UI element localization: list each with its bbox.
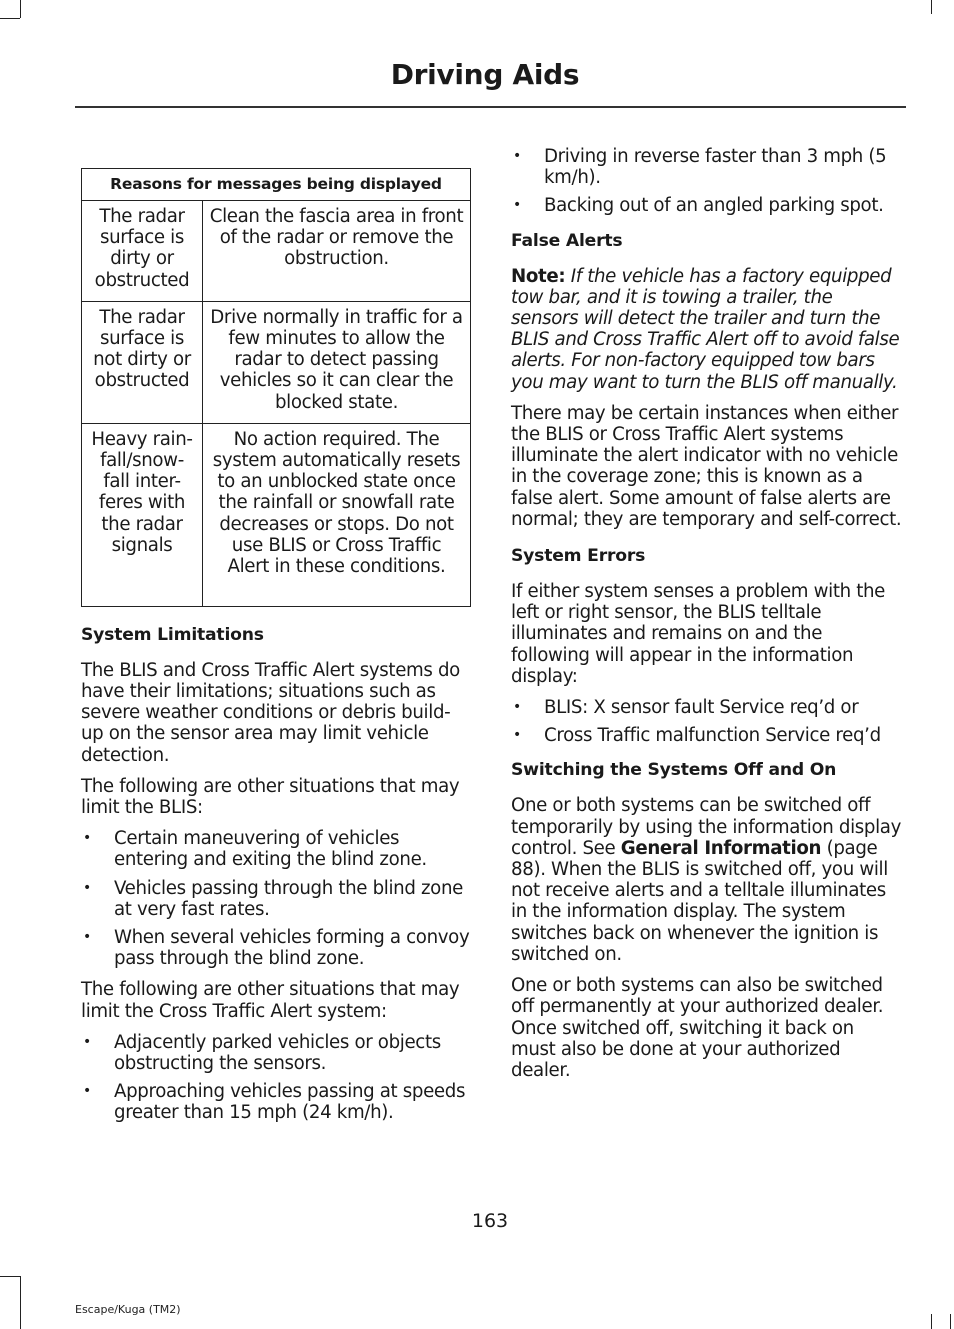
crop-mark xyxy=(931,0,932,14)
section-heading-false-alerts: False Alerts xyxy=(511,230,623,251)
section-heading-system-limitations: System Limitations xyxy=(81,624,264,645)
bullet-icon: • xyxy=(83,1083,91,1100)
bullet-icon: • xyxy=(513,727,521,744)
bullet-list xyxy=(511,146,903,217)
list-item xyxy=(511,146,903,188)
table-cell-action: Drive normally in traffic for a few minutes to allow the radar to detect passing vehicles so it can clear the blocked state. xyxy=(203,301,471,423)
paragraph: The following are other situations that may limit the Cross Traffic Alert system: xyxy=(81,979,460,1022)
bullet-icon: • xyxy=(83,830,91,847)
table-cell-cause: The radar surface is not dirty or obstructed xyxy=(82,301,203,423)
note-label: Note: xyxy=(511,265,566,287)
list-item-text: BLIS: X sensor fault Service req’d or xyxy=(544,697,859,719)
list-item xyxy=(81,878,471,920)
bullet-icon: • xyxy=(513,148,521,164)
paragraph: There may be certain instances when either the BLIS or Cross Traffic Alert systems illuminate the alert indicator with no vehicle in the coverage zone; this is known as a false alert. Some amount of false alerts are normal; they are temporary and self-correct. xyxy=(511,402,902,530)
crop-mark xyxy=(950,1314,951,1329)
list-item-text: Backing out of an angled parking spot. xyxy=(544,195,884,217)
bullet-icon: • xyxy=(83,1033,91,1050)
page-number: 163 xyxy=(471,1210,509,1232)
paragraph: One or both systems can also be switched off permanently at your authorized dealer. Once switched off, switching it back on must also be done at your authorized dealer. xyxy=(511,975,884,1081)
bullet-icon: • xyxy=(83,879,91,896)
bullet-list xyxy=(81,828,471,969)
list-item xyxy=(81,927,471,969)
paragraph: If either system senses a problem with the left or right sensor, the BLIS telltale illuminates and remains on and the following will appear in the information display: xyxy=(511,581,886,687)
table-cell-action: Clean the fascia area in front of the radar or remove the obstruction. xyxy=(203,201,471,302)
reasons-table xyxy=(81,168,471,607)
section-heading-switching: Switching the Systems Off and On xyxy=(511,760,837,781)
paragraph xyxy=(511,795,903,965)
cross-reference-link[interactable]: General Information xyxy=(620,837,822,859)
list-item-text: Vehicles passing through the blind zone at very fast rates. xyxy=(114,877,463,920)
table-header: Reasons for messages being displayed xyxy=(82,169,471,201)
table-cell-cause: The radar surface is dirty or obstructed xyxy=(82,201,203,302)
list-item-text: Certain maneuvering of vehicles entering and exiting the blind zone. xyxy=(114,828,427,871)
left-column xyxy=(81,168,471,1134)
crop-mark xyxy=(0,1276,20,1277)
table-cell-action: No action required. The system automatically resets to an unblocked state once the rainfall or snowfall rate decreases or stops. Do not use BLIS or Cross Traffic Alert in these conditions. xyxy=(203,423,471,606)
section-heading-system-errors: System Errors xyxy=(511,546,646,567)
list-item-text: Approaching vehicles passing at speeds greater than 15 mph (24 km/h). xyxy=(114,1081,466,1124)
header-divider xyxy=(75,106,906,108)
page-title: Driving Aids xyxy=(390,58,580,91)
crop-mark xyxy=(20,1276,21,1329)
list-item-text: Adjacently parked vehicles or objects obstructing the sensors. xyxy=(114,1031,441,1075)
paragraph-text: One or both systems can be switched off temporarily by using the information display control. See xyxy=(511,795,902,859)
note-paragraph xyxy=(511,266,903,393)
bullet-icon: • xyxy=(513,197,521,214)
crop-mark xyxy=(931,1314,932,1329)
right-column xyxy=(511,146,903,1091)
list-item-text: When several vehicles forming a convoy pass through the blind zone. xyxy=(114,927,470,970)
list-item-text: Cross Traffic malfunction Service req’d xyxy=(544,725,881,747)
footer-model: Escape/Kuga (TM2) xyxy=(75,1303,181,1316)
list-item-text: Driving in reverse faster than 3 mph (5 km/h). xyxy=(544,146,887,189)
bullet-list xyxy=(81,1032,471,1124)
table-row xyxy=(82,301,471,423)
paragraph: The following are other situations that may limit the BLIS: xyxy=(81,775,460,819)
crop-mark xyxy=(20,0,21,18)
bullet-list xyxy=(511,697,903,746)
list-item xyxy=(511,725,903,746)
bullet-icon: • xyxy=(513,699,521,716)
note-text: If the vehicle has a factory equipped tow bar, and it is towing a trailer, the sensors will detect the trailer and turn the BLIS and Cross Traffic Alert off to avoid false alerts. For non-factory equipped tow bars you may want to turn the BLIS off manually. xyxy=(511,265,900,393)
paragraph-text: (page 88). When the BLIS is switched off, you will not receive alerts and a telltale illuminates in the information display. The system switches back on whenever the ignition is switched on. xyxy=(511,837,888,965)
list-item xyxy=(511,195,903,216)
list-item xyxy=(81,828,471,870)
table-cell-cause: Heavy rain- fall/snow- fall inter- feres with the radar signals xyxy=(82,423,203,606)
paragraph: The BLIS and Cross Traffic Alert systems do have their limitations; situations such as severe weather conditions or debris build-up on the sensor area may limit vehicle detection. xyxy=(81,659,460,766)
bullet-icon: • xyxy=(83,929,91,946)
list-item xyxy=(81,1081,471,1123)
list-item xyxy=(81,1032,471,1074)
table-row xyxy=(82,423,471,606)
list-item xyxy=(511,697,903,718)
crop-mark xyxy=(0,18,20,19)
table-row xyxy=(82,201,471,302)
